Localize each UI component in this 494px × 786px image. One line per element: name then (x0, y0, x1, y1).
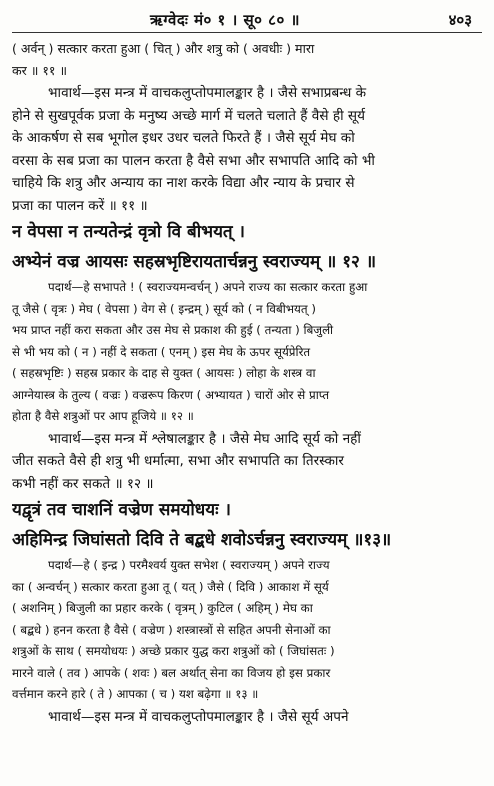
page-body (12, 38, 482, 728)
text-line: ( बद्बधे ) हनन करता है वैसे ( वज्रेण ) शस्त्रास्त्रों से सहित अपनी सेनाओं का (12, 622, 331, 637)
page-header (0, 6, 494, 32)
text-line: ( सहस्रभृष्टिः ) सहस्र प्रकार के दाह से युक्त ( आयसः ) लोहा के शस्त्र वा (12, 366, 316, 380)
text-line: आग्नेयास्त्र के तुल्य ( वज्रः ) वज्ररूप किरण ( अभ्यायत ) चारों ओर से प्राप्त (12, 387, 330, 402)
text-line: ( अर्वन् ) सत्कार करता हुआ ( चित् ) और शत्रु को ( अवधीः ) मारा (12, 41, 315, 56)
text-line: मारने वाले ( तव ) आपके ( शवः ) बल अर्थात् सेना का विजय हो इस प्रकार (12, 665, 331, 680)
bhavarth-13 (12, 706, 482, 729)
text-line: प्रजा का पालन करें ॥ ११ ॥ (12, 197, 148, 214)
mantra-line: न वेपसा न तन्यतेन्द्रं वृत्रो वि बीभयत् । (12, 222, 245, 242)
text-line: होने से सुखपूर्वक प्रजा के मनुष्य अच्छे मार्ग में चलते चलाते हैं वैसे ही सूर्य (12, 107, 366, 124)
text-line: कर ॥ ११ ॥ (12, 63, 68, 78)
text-line: चाहिये कि शत्रु और अन्याय का नाश करके विद्या और न्याय के प्रचार से (12, 175, 355, 191)
text-line: ( अशनिम् ) बिजुली का प्रहार करके ( वृत्रम् ) कुटिल ( अहिम् ) मेघ का (12, 601, 313, 615)
bhavarth-12 (12, 428, 482, 496)
mantra-line: अभ्येनं वज्र आयसः सहस्रभृष्टिरायतार्चन्ननु स्वराज्यम् ॥ १२ ॥ (12, 252, 377, 272)
header-rule (12, 32, 482, 33)
text-line: भय प्राप्त नहीं करा सकता और उस मेघ से प्रकाश की हुई ( तन्यता ) बिजुली (12, 323, 334, 337)
bhavarth-11 (12, 82, 482, 217)
padarth-11-continuation (12, 38, 482, 82)
text-line: शत्रुओं के साथ ( समयोधयः ) अच्छे प्रकार युद्ध करा शत्रुओं को ( जिघांसतः ) (12, 644, 335, 658)
text-line: के आकर्षण से सब भूगोल इधर उधर चलते फिरते हैं । जैसे सूर्य मेघ को (12, 130, 355, 146)
page-number: ४०३ (448, 11, 472, 29)
text-line: का ( अन्वर्चन् ) सत्कार करता हुआ तू ( यत् ) जैसे ( दिवि ) आकाश में सूर्य (12, 579, 329, 594)
text-line: पदार्थ—हे सभापते ! ( स्वराज्यमन्वर्चन् ) अपने राज्य का सत्कार करता हुआ (48, 280, 368, 294)
mantra-13 (12, 495, 482, 555)
text-line: भावार्थ—इस मन्त्र में वाचकलुप्तोपमालङ्कार है । जैसे सभाप्रबन्ध के (48, 85, 367, 101)
mantra-line: यद्वृत्रं तव चाशनिं वज्रेण समयोधयः । (12, 500, 231, 520)
padarth-12 (12, 277, 482, 428)
mantra-line: अहिमिन्द्र जिघांसतो दिवि ते बद्बधे शवोऽर्चन्ननु स्वराज्यम् ॥१३॥ (12, 530, 392, 550)
text-line: होता है वैसे शत्रुओं पर आप हूजिये ॥ १२ ॥ (12, 409, 194, 423)
text-line: जीत सकते वैसे ही शत्रु भी धर्मात्मा, सभा और सभापति का तिरस्कार (12, 453, 344, 469)
text-line: भावार्थ—इस मन्त्र में वाचकलुप्तोपमालङ्कार है । जैसे सूर्य अपने (48, 708, 349, 725)
text-line: पदार्थ—हे ( इन्द्र ) परमैश्वर्य युक्त सभेश ( स्वराज्यम् ) अपने राज्य (48, 558, 330, 572)
text-line: तू जैसे ( वृत्रः ) मेघ ( वेपसा ) वेग से ( इन्द्रम् ) सूर्य को ( न विबीभयत् ) (12, 301, 316, 316)
text-line: वर्त्तमान करने हारे ( ते ) आपका ( च ) यश बढ़ेगा ॥ १३ ॥ (12, 687, 259, 701)
padarth-13 (12, 555, 482, 706)
text-line: कभी नहीं कर सकते ॥ १२ ॥ (12, 475, 154, 492)
mantra-12 (12, 217, 482, 277)
text-line: वरसा के सब प्रजा का पालन करता है वैसे सभा और सभापति आदि को भी (12, 152, 375, 169)
running-title: ऋग्वेदः मं० १ । सू० ८० ॥ (150, 11, 300, 29)
text-line: से भी भय को ( न ) नहीं दे सकता ( एनम् ) इस मेघ के ऊपर सूर्यप्रेरित (12, 344, 311, 359)
text-line: भावार्थ—इस मन्त्र में श्लेषालङ्कार है । जैसे मेघ आदि सूर्य को नहीं (48, 430, 361, 447)
